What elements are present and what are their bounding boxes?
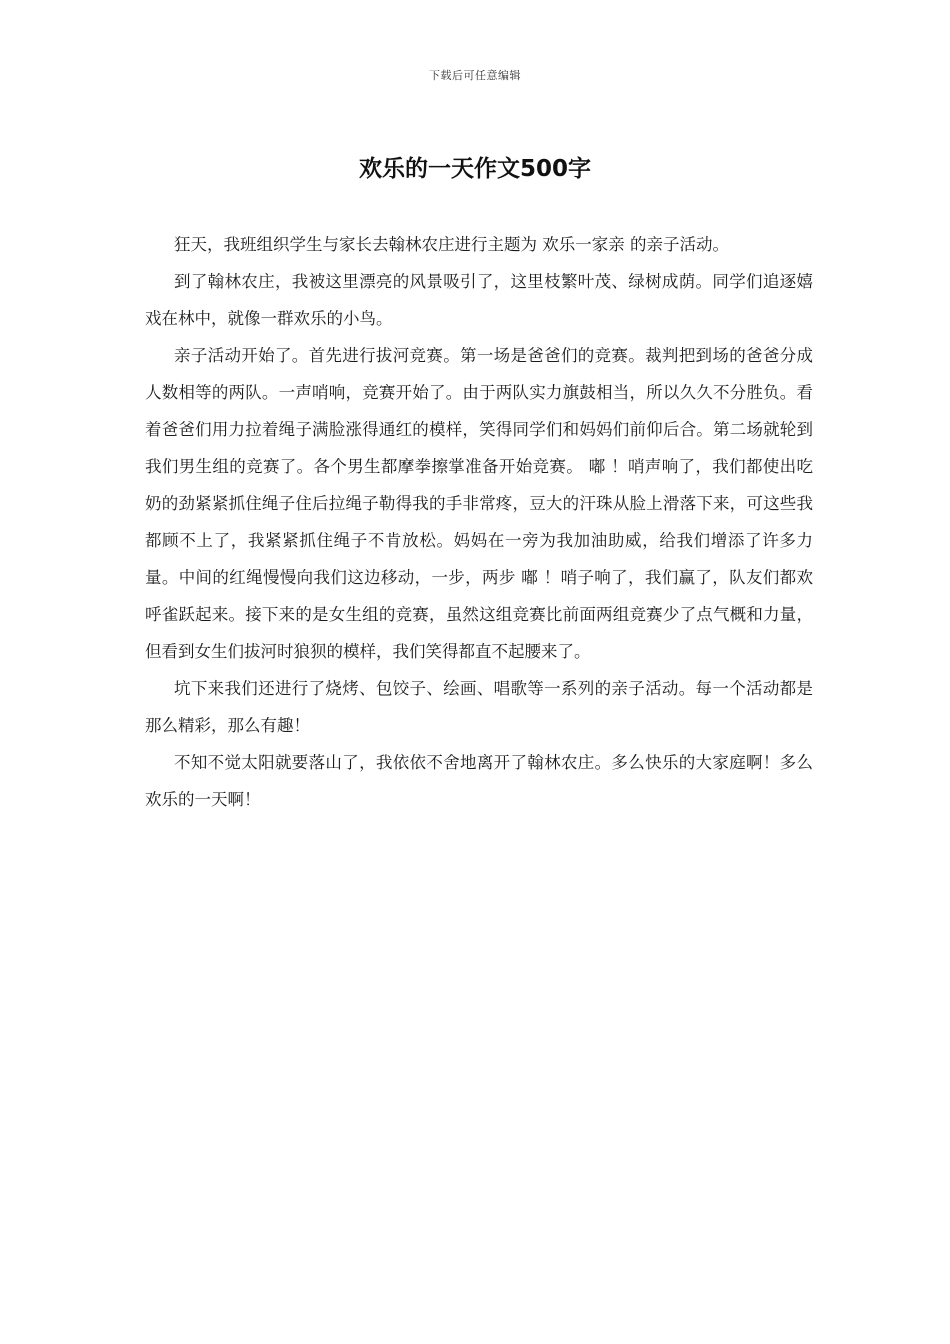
paragraph-conclusion: 不知不觉太阳就要落山了，我依依不舍地离开了翰林农庄。多么快乐的大家庭啊！多么欢乐的一天啊！ bbox=[145, 753, 813, 809]
page-title: 欢乐的一天作文500字 bbox=[358, 156, 591, 182]
essay-body bbox=[145, 226, 813, 818]
paragraph-activities: 坑下来我们还进行了烧烤、包饺子、绘画、唱歌等一系列的亲子活动。每一个活动都是那么精彩，那么有趣！ bbox=[145, 679, 813, 735]
paragraph-arrival: 到了翰林农庄，我被这里漂亮的风景吸引了，这里枝繁叶茂、绿树成荫。同学们追逐嬉戏在林中，就像一群欢乐的小鸟。 bbox=[145, 272, 813, 328]
paragraph-intro: 狂天，我班组织学生与家长去翰林农庄进行主题为 欢乐一家亲 的亲子活动。 bbox=[174, 235, 729, 254]
paragraph-tug-of-war: 亲子活动开始了。首先进行拔河竞赛。第一场是爸爸们的竞赛。裁判把到场的爸爸分成人数相等的两队。一声哨响，竞赛开始了。由于两队实力旗鼓相当，所以久久不分胜负。看着爸爸们用力拉着绳子满脸涨得通红的模样，笑得同学们和妈妈们前仰后合。第二场就轮到我们男生组的竞赛了。各个男生都摩拳擦掌准备开始竞赛。 嘟 ！哨声响了，我们都使出吃奶的劲紧紧抓住绳子住后拉绳子勒得我的手非常疼，豆大的汗珠从脸上滑落下来，可这些我都顾不上了，我紧紧抓住绳子不肯放松。妈妈在一旁为我加油助威，给我们增添了许多力量。中间的红绳慢慢向我们这边移动，一步，两步 嘟 ！哨子响了，我们赢了，队友们都欢呼雀跃起来。接下来的是女生组的竞赛，虽然这组竞赛比前面两组竞赛少了点气概和力量，但看到女生们拔河时狼狈的模样，我们笑得都直不起腰来了。 bbox=[145, 346, 813, 661]
header-note: 下载后可任意编辑 bbox=[429, 69, 521, 82]
